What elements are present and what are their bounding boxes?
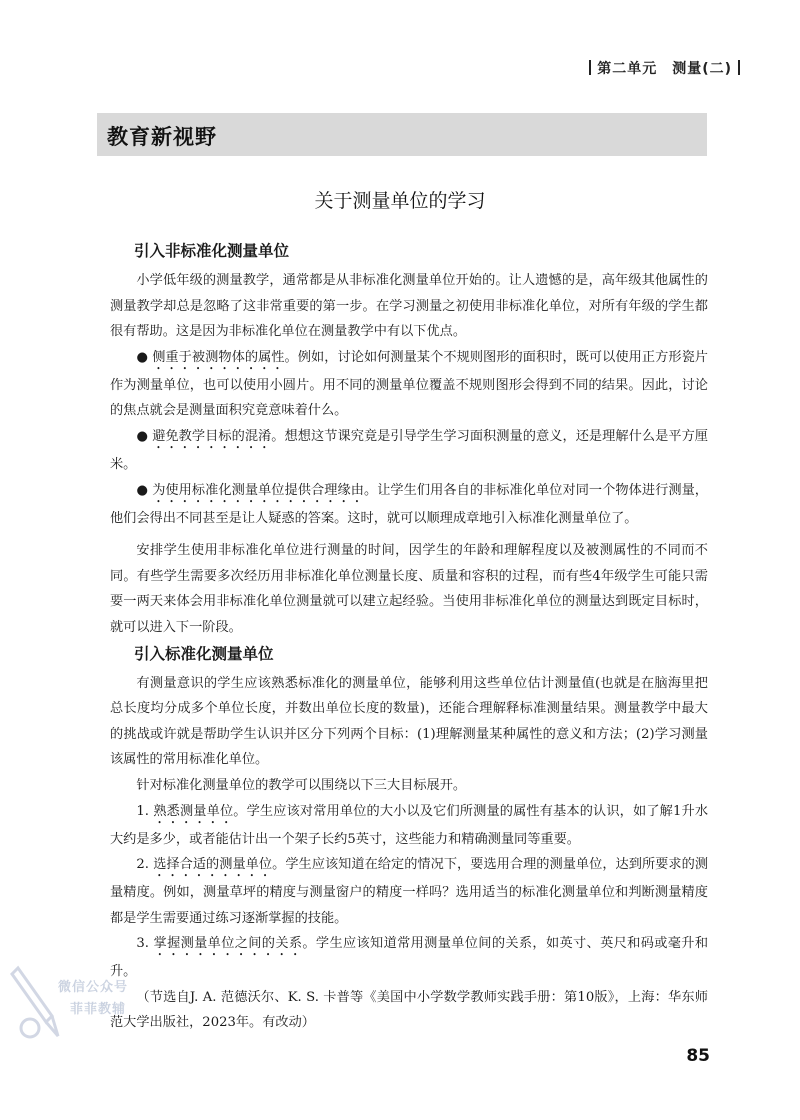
- page-number: 85: [686, 1046, 710, 1066]
- goal-item: [110, 931, 708, 985]
- bullet-item: [110, 478, 708, 532]
- paragraph: 有测量意识的学生应该熟悉标准化的测量单位，能够利用这些单位估计测量值(也就是在脑海里把总长度均分成多个单位长度，并数出单位长度的数量)，还能合理解释标准测量结果。测量教学中最大的挑战或许就是帮助学生认识并区分下列两个目标：(1)理解测量某种属性的意义和方法；(2)学习测量该属性的常用标准化单位。: [110, 675, 708, 768]
- goal-emphasis: 选择合适的测量单位。: [153, 857, 286, 873]
- section-banner: [97, 113, 707, 156]
- goal-item: [110, 799, 708, 853]
- bullet-dot: ●: [136, 482, 148, 498]
- goal-item: [110, 852, 708, 931]
- bullet-emphasis: 避免教学目标的混淆。: [152, 428, 285, 444]
- header-bar-right: [738, 60, 740, 75]
- section-heading: 引入标准化测量单位: [134, 644, 274, 663]
- bullet-dot: ●: [136, 428, 148, 444]
- bullet-item: [110, 424, 708, 478]
- article-title: 关于测量单位的学习: [314, 190, 486, 212]
- running-head: [583, 58, 746, 78]
- paragraph: 安排学生使用非标准化单位进行测量的时间，因学生的年龄和理解程度以及被测属性的不同而不同。有些学生需要多次经历用非标准化单位测量长度、质量和容积的过程，而有些4年级学生可能只需要一两天来体会用非标准化单位测量就可以建立起经验。当使用非标准化单位的测量达到既定目标时，就可以进入下一阶段。: [110, 543, 708, 635]
- bullet-dot: ●: [136, 349, 148, 365]
- paragraph: 针对标准化测量单位的教学可以围绕以下三大目标展开。: [136, 777, 467, 793]
- watermark: [8, 958, 158, 1058]
- bullet-item: [110, 345, 708, 424]
- source-note: （节选自J. A. 范德沃尔、K. S. 卡普等《美国中小学数学教师实践手册：第10版》，上海：华东师范大学出版社，2023年。有改动）: [110, 989, 708, 1031]
- bullet-text: 想想这节课究竟是引导学生学习面积测量的意义，还是理解什么是平方厘米。: [110, 428, 708, 472]
- goal-text: 学生应该对常用单位的大小以及它们所测量的属性有基本的认识，如了解1升水大约是多少，或者能估计出一个架子长约5英寸，这些能力和精确测量同等重要。: [110, 803, 709, 847]
- watermark-pen-icon: [8, 958, 68, 1048]
- section-banner-title: 教育新视野: [107, 125, 217, 149]
- section-heading: 引入非标准化测量单位: [134, 242, 290, 260]
- watermark-line-2: 菲菲教辅: [70, 1002, 127, 1017]
- watermark-line-1: 微信公众号: [58, 980, 129, 995]
- goal-number: 2.: [136, 857, 149, 873]
- goal-emphasis: 熟悉测量单位。: [153, 803, 247, 819]
- bullet-text: 让学生们用各自的非标准化单位对同一个物体进行测量，他们会得出不同甚至是让人疑惑的答案。这时，就可以顺理成章地引入标准化测量单位了。: [110, 482, 708, 526]
- goal-number: 3.: [136, 936, 149, 952]
- unit-label: 第二单元 测量(二): [597, 61, 732, 77]
- bullet-text: 例如，讨论如何测量某个不规则图形的面积时，既可以使用正方形瓷片作为测量单位，也可以使用小圆片。用不同的测量单位覆盖不规则图形会得到不同的结果。因此，讨论的焦点就会是测量面积究竟意味着什么。: [110, 349, 708, 419]
- goal-text: 学生应该知道在给定的情况下，要选用合理的测量单位，达到所要求的测量精度。例如，测量草坪的精度与测量窗户的精度一样吗？选用适当的标准化测量单位和判断测量精度都是学生需要通过练习逐渐掌握的技能。: [110, 857, 709, 926]
- goal-number: 1.: [136, 803, 149, 819]
- header-bar-left: [589, 60, 591, 75]
- article-body: [110, 238, 708, 1036]
- goal-emphasis: 掌握测量单位之间的关系。: [153, 936, 316, 952]
- goal-text: 学生应该知道常用测量单位间的关系，如英寸、英尺和码或毫升和升。: [110, 936, 709, 980]
- bullet-emphasis: 为使用标准化测量单位提供合理缘由。: [152, 482, 378, 498]
- bullet-emphasis: 侧重于被测物体的属性。: [152, 349, 298, 365]
- paragraph: 小学低年级的测量教学，通常都是从非标准化测量单位开始的。让人遗憾的是，高年级其他属性的测量教学却总是忽略了这非常重要的第一步。在学习测量之初使用非标准化单位，对所有年级的学生都很有帮助。这是因为非标准化单位在测量教学中有以下优点。: [110, 273, 708, 340]
